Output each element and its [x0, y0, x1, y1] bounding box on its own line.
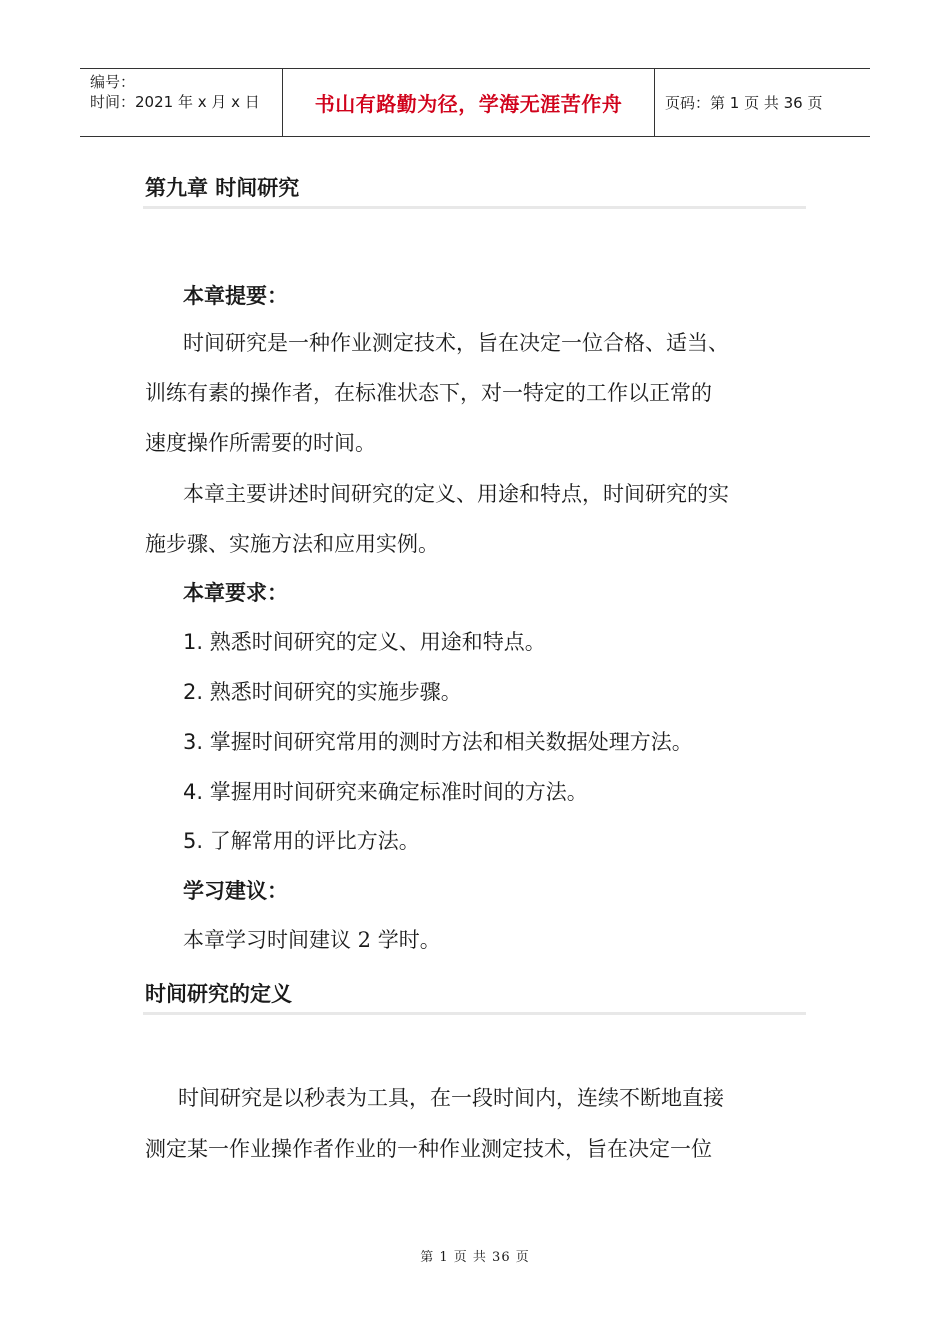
code-label: 编号： [90, 73, 136, 91]
requirement-item [183, 629, 546, 655]
requirement-number: 2. [183, 680, 204, 704]
summary-line: 速度操作所需要的时间。 [145, 431, 376, 455]
requirement-text: 了解常用的评比方法。 [209, 829, 420, 853]
suggestion-heading: 学习建议： [183, 878, 288, 903]
header-page-info [655, 69, 870, 136]
summary-line: 训练有素的操作者，在标准状态下，对一特定的工作以正常的 [145, 381, 712, 405]
requirement-text: 掌握用时间研究来确定标准时间的方法。 [209, 780, 588, 804]
section-title-rule [143, 1012, 806, 1015]
requirement-item [183, 729, 693, 755]
page-footer: 第 1 页 共 36 页 [420, 1250, 530, 1265]
summary-line: 施步骤、实施方法和应用实例。 [145, 532, 439, 556]
requirement-item [183, 679, 462, 705]
requirement-number: 4. [183, 780, 204, 804]
requirement-text: 掌握时间研究常用的测时方法和相关数据处理方法。 [209, 730, 693, 754]
summary-line: 时间研究是一种作业测定技术，旨在决定一位合格、适当、 [183, 331, 729, 355]
requirement-number: 3. [183, 730, 204, 754]
definition-line: 测定某一作业操作者作业的一种作业测定技术，旨在决定一位 [145, 1137, 712, 1161]
chapter-title-rule [143, 206, 806, 209]
definition-line: 时间研究是以秒表为工具，在一段时间内，连续不断地直接 [178, 1086, 724, 1110]
requirement-number: 1. [183, 630, 204, 654]
requirements-heading: 本章要求： [183, 580, 288, 605]
page-info: 页码：第 1 页 共 36 页 [665, 94, 823, 112]
requirement-text: 熟悉时间研究的定义、用途和特点。 [209, 630, 546, 654]
summary-heading: 本章提要： [183, 283, 288, 308]
requirement-item [183, 828, 420, 854]
suggestion-text: 本章学习时间建议 2 学时。 [183, 928, 441, 952]
requirement-item [183, 779, 588, 805]
summary-line: 本章主要讲述时间研究的定义、用途和特点，时间研究的实 [183, 482, 729, 506]
section-title: 时间研究的定义 [145, 981, 292, 1006]
header-motto-cell [282, 69, 655, 136]
chapter-title: 第九章 时间研究 [145, 175, 300, 200]
document-header [80, 68, 870, 137]
motto: 书山有路勤为径，学海无涯苦作舟 [314, 92, 623, 116]
header-meta [80, 69, 282, 136]
requirement-number: 5. [183, 829, 204, 853]
requirement-text: 熟悉时间研究的实施步骤。 [209, 680, 462, 704]
date-label: 时间：2021 年 x 月 x 日 [90, 93, 260, 111]
